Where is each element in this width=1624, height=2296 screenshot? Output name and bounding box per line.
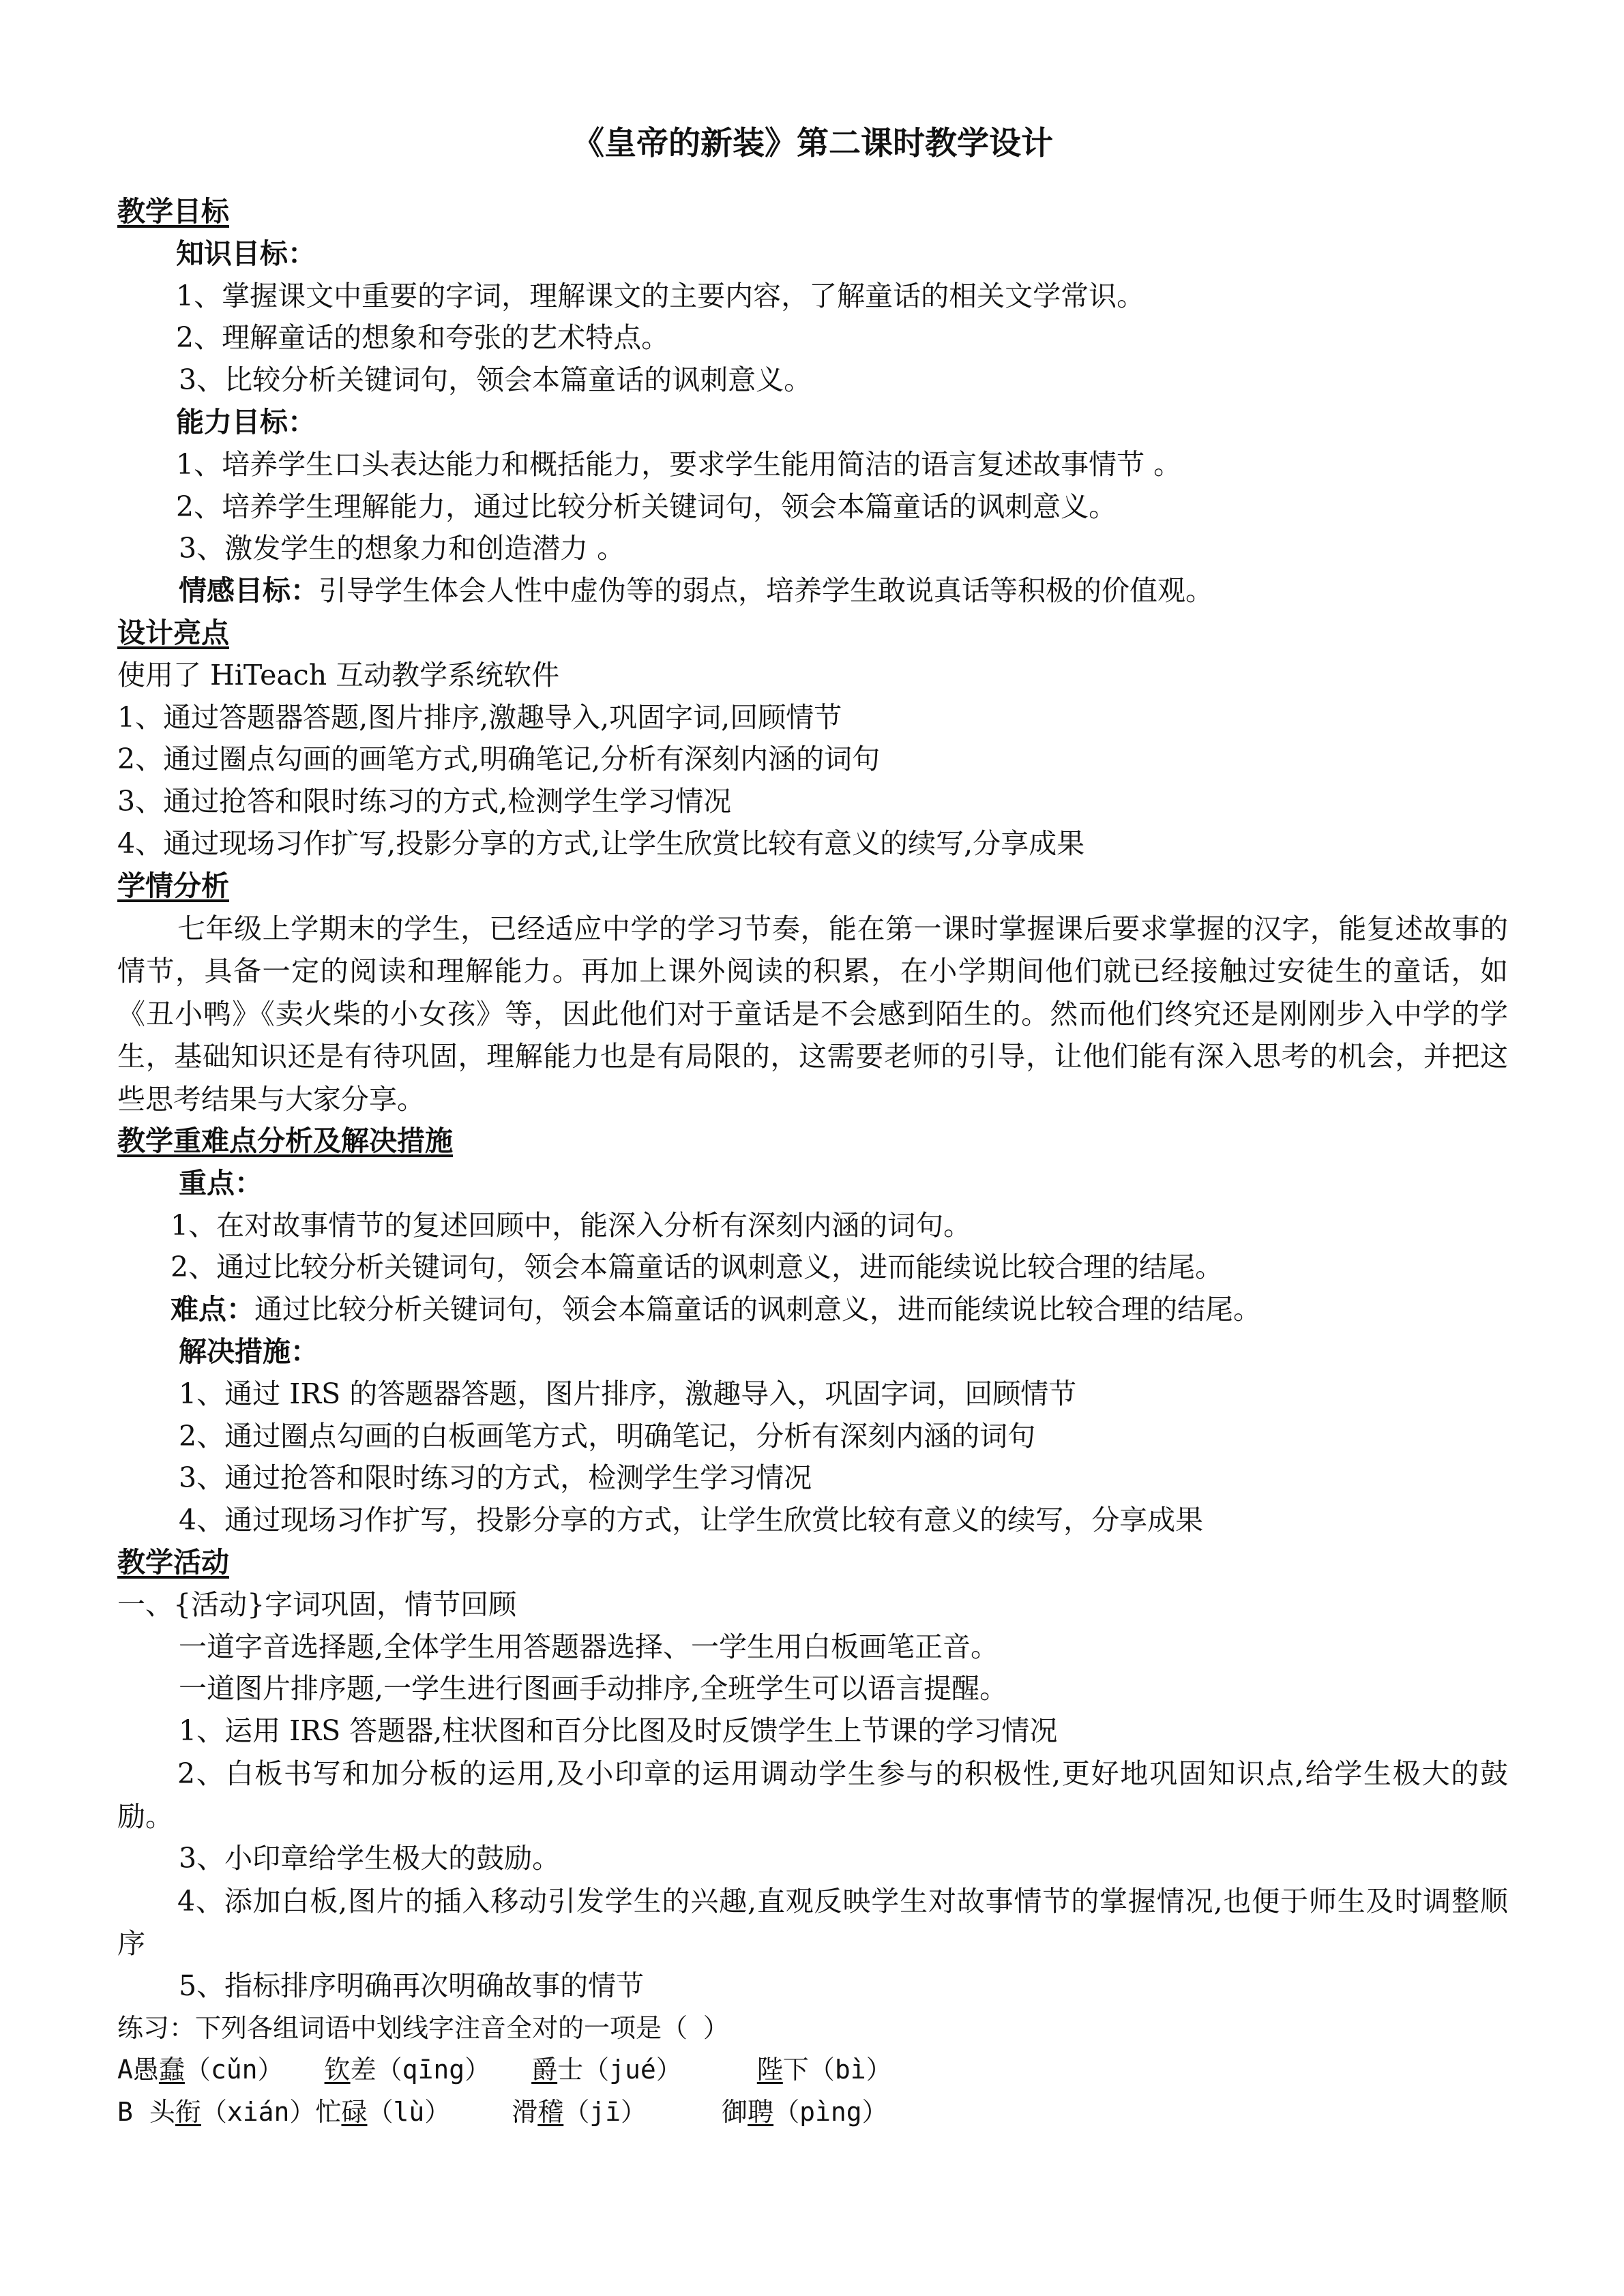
option-word-part: 差	[350, 2055, 377, 2085]
highlight-item: 3、通过抢答和限时练习的方式,检测学生学习情况	[117, 785, 732, 818]
page-title: 《皇帝的新装》第二课时教学设计	[572, 125, 1053, 162]
solution-item: 2、通过圈点勾画的白板画笔方式，明确笔记，分析有深刻内涵的词句	[179, 1419, 1036, 1452]
ability-goal-label: 能力目标：	[176, 405, 316, 438]
knowledge-goal-item: 1、掌握课文中重要的字词，理解课文的主要内容，了解童话的相关文学常识。	[176, 279, 1145, 312]
underlined-char: 聘	[748, 2097, 774, 2128]
pinyin: （cǔn）	[184, 2055, 284, 2085]
pinyin: （bì）	[808, 2055, 892, 2085]
activity-section-title: 一、{活动}字词巩固，情节回顾	[117, 1587, 517, 1621]
pinyin: （pìng）	[773, 2097, 888, 2128]
activity-item: 4、添加白板,图片的插入移动引发学生的兴趣,直观反映学生对故事情节的掌握情况,也便于师生及时调整顺序	[117, 1884, 1508, 1960]
activity-item: 2、白板书写和加分板的运用,及小印章的运用调动学生参与的积极性,更好地巩固知识点,给学生极大的鼓励。	[117, 1757, 1508, 1833]
knowledge-goal-item: 3、比较分析关键词句，领会本篇童话的讽刺意义。	[179, 363, 812, 397]
option-word-part: 忙	[315, 2097, 342, 2128]
underlined-char: 碌	[341, 2097, 368, 2128]
option-word-part: 愚	[132, 2055, 159, 2085]
activity-item: 3、小印章给学生极大的鼓励。	[179, 1842, 561, 1875]
highlight-item: 4、通过现场习作扩写,投影分享的方式,让学生欣赏比较有意义的续写,分享成果	[117, 826, 1085, 860]
pinyin: （jī）	[563, 2097, 647, 2128]
analysis-heading: 学情分析	[117, 869, 229, 902]
option-word-part: 下	[782, 2055, 809, 2085]
solution-item: 4、通过现场习作扩写，投影分享的方式，让学生欣赏比较有意义的续写，分享成果	[179, 1504, 1204, 1537]
ability-goal-item: 2、培养学生理解能力，通过比较分析关键词句，领会本篇童话的讽刺意义。	[176, 490, 1117, 523]
underlined-char: 钦	[324, 2055, 351, 2085]
underlined-char: 陛	[756, 2055, 783, 2085]
exercise-prompt: 练习：下列各组词语中划线字注音全对的一项是（ ）	[117, 2012, 729, 2043]
key-point-item: 1、在对故事情节的复述回顾中，能深入分析有深刻内涵的词句。	[171, 1208, 972, 1242]
difficult-point	[117, 1289, 1508, 1331]
keypoints-heading: 教学重难点分析及解决措施	[117, 1124, 453, 1158]
pinyin: （qīng）	[376, 2055, 491, 2085]
activity-question: 一道图片排序题,一学生进行图画手动排序,全班学生可以语言提醒。	[179, 1672, 1008, 1705]
highlight-item: 1、通过答题器答题,图片排序,激趣导入,巩固字词,回顾情节	[117, 700, 842, 734]
solution-item: 3、通过抢答和限时练习的方式，检测学生学习情况	[179, 1461, 812, 1495]
exercise-option-a	[117, 2049, 1508, 2091]
activity-item: 5、指标排序明确再次明确故事的情节	[179, 1969, 645, 2002]
option-word-part: 滑	[512, 2097, 538, 2128]
knowledge-goal-label: 知识目标：	[176, 237, 316, 270]
highlights-heading: 设计亮点	[117, 616, 229, 649]
pinyin: （lù）	[367, 2097, 451, 2128]
option-word-part: 士	[557, 2055, 584, 2085]
solution-label: 解决措施：	[179, 1335, 319, 1369]
emotion-goal	[117, 570, 1508, 612]
difficult-point-text: 通过比较分析关键词句，领会本篇童话的讽刺意义，进而能续说比较合理的结尾。	[254, 1293, 1261, 1326]
ability-goal-item: 1、培养学生口头表达能力和概括能力，要求学生能用简洁的语言复述故事情节 。	[176, 447, 1182, 481]
key-point-label: 重点：	[179, 1166, 263, 1199]
activities-heading: 教学活动	[117, 1546, 229, 1579]
highlight-item: 2、通过圈点勾画的画笔方式,明确笔记,分析有深刻内涵的词句	[117, 743, 881, 776]
activity-question: 一道字音选择题,全体学生用答题器选择、一学生用白板画笔正音。	[179, 1630, 999, 1663]
emotion-goal-label: 情感目标：	[179, 574, 319, 608]
pinyin: （jué）	[583, 2055, 682, 2085]
goals-heading: 教学目标	[117, 195, 229, 228]
knowledge-goal-item: 2、理解童话的想象和夸张的艺术特点。	[176, 321, 670, 355]
underlined-char: 衔	[175, 2097, 201, 2128]
underlined-char: 爵	[531, 2055, 558, 2085]
option-label: B	[117, 2097, 133, 2128]
underlined-char: 稽	[537, 2097, 564, 2128]
ability-goal-item: 3、激发学生的想象力和创造潜力 。	[179, 532, 625, 565]
solution-item: 1、通过 IRS 的答题器答题，图片排序，激趣导入，巩固字词，回顾情节	[179, 1377, 1077, 1410]
pinyin: （xián）	[201, 2097, 316, 2128]
emotion-goal-text: 引导学生体会人性中虚伪等的弱点，培养学生敢说真话等积极的价值观。	[319, 574, 1213, 608]
option-label: A	[117, 2055, 133, 2085]
underlined-char: 蠢	[158, 2055, 185, 2085]
option-word-part: 头	[149, 2097, 175, 2128]
exercise-option-b	[117, 2091, 1508, 2134]
analysis-paragraph: 七年级上学期末的学生，已经适应中学的学习节奏，能在第一课时掌握课后要求掌握的汉字，能复述故事的情节，具备一定的阅读和理解能力。再加上课外阅读的积累，在小学期间他们就已经接触过安徒生的童话，如《丑小鸭》《卖火柴的小女孩》等，因此他们对于童话是不会感到陌生的。然而他们终究还是刚刚步入中学的学生，基础知识还是有待巩固，理解能力也是有局限的，这需要老师的引导，让他们能有深入思考的机会，并把这些思考结果与大家分享。	[117, 912, 1508, 1116]
difficult-point-label: 难点：	[171, 1293, 254, 1326]
key-point-item: 2、通过比较分析关键词句，领会本篇童话的讽刺意义，进而能续说比较合理的结尾。	[171, 1251, 1224, 1284]
option-word-part: 御	[722, 2097, 748, 2128]
highlights-intro: 使用了 HiTeach 互动教学系统软件	[117, 658, 560, 691]
activity-item: 1、运用 IRS 答题器,柱状图和百分比图及时反馈学生上节课的学习情况	[179, 1714, 1058, 1748]
